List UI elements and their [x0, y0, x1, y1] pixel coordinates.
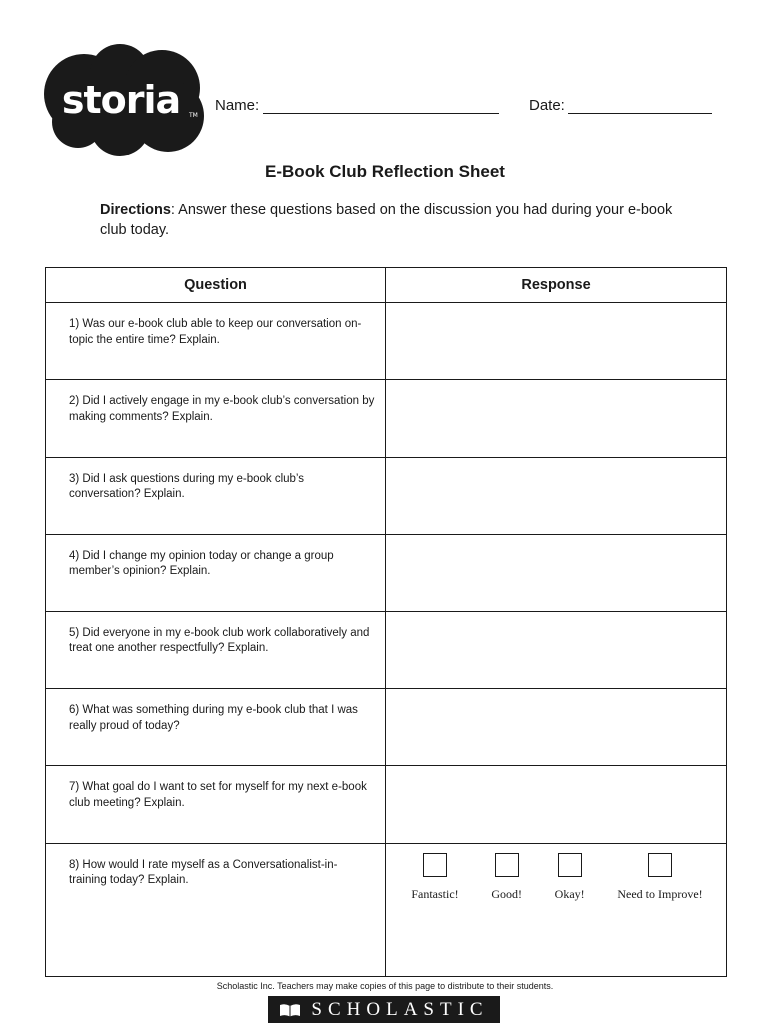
response-cell[interactable]	[386, 534, 727, 611]
good-checkbox[interactable]	[495, 853, 519, 877]
response-cell[interactable]	[386, 766, 727, 843]
table-row	[46, 457, 727, 534]
reflection-table	[45, 267, 727, 977]
response-cell[interactable]	[386, 380, 727, 457]
table-row	[46, 843, 727, 976]
question-cell: 5) Did everyone in my e-book club work collaboratively and treat one another respectfully? Explain.	[46, 611, 386, 688]
rating-label: Fantastic!	[411, 886, 459, 901]
logo-wordmark: storia	[61, 78, 181, 122]
rating-cell	[386, 843, 727, 976]
table-row	[46, 380, 727, 457]
question-cell: 3) Did I ask questions during my e-book club’s conversation? Explain.	[46, 457, 386, 534]
page-title: E-Book Club Reflection Sheet	[265, 162, 505, 181]
copyright-note: Scholastic Inc. Teachers may make copies of this page to distribute to their students.	[216, 981, 554, 991]
question-cell: 7) What goal do I want to set for myself for my next e-book club meeting? Explain.	[46, 766, 386, 843]
question-cell: 1) Was our e-book club able to keep our conversation on-topic the entire time? Explain.	[46, 303, 386, 380]
question-cell: 4) Did I change my opinion today or change a group member’s opinion? Explain.	[46, 534, 386, 611]
rating-label: Need to Improve!	[617, 886, 703, 901]
rating-okay	[555, 853, 585, 902]
directions-label: Directions	[100, 202, 171, 218]
question-cell: 2) Did I actively engage in my e-book club’s conversation by making comments? Explain.	[46, 380, 386, 457]
response-cell[interactable]	[386, 457, 727, 534]
directions-text: : Answer these questions based on the discussion you had during your e-book club today.	[100, 202, 673, 238]
table-row	[46, 766, 727, 843]
response-cell[interactable]	[386, 689, 727, 766]
rating-label: Okay!	[554, 886, 585, 901]
date-line[interactable]	[568, 113, 712, 114]
rating-fantastic	[411, 853, 458, 902]
logo-trademark: TM	[189, 112, 198, 119]
name-line[interactable]	[263, 113, 499, 114]
table-row	[46, 689, 727, 766]
rating-label: Good!	[491, 886, 522, 901]
scholastic-wordmark: SCHOLASTIC	[311, 998, 489, 1020]
okay-checkbox[interactable]	[558, 853, 582, 877]
name-label: Name:	[215, 97, 260, 114]
date-label: Date:	[529, 97, 565, 114]
question-cell: 6) What was something during my e-book club that I was really proud of today?	[46, 689, 386, 766]
rating-good	[491, 853, 522, 902]
rating-need-to-improve	[617, 853, 702, 902]
directions	[100, 200, 690, 240]
open-book-icon	[279, 1003, 301, 1017]
table-row	[46, 303, 727, 380]
scholastic-logo	[268, 996, 500, 1023]
question-column-header: Question	[46, 268, 386, 303]
table-header-row	[46, 268, 727, 303]
question-cell: 8) How would I rate myself as a Conversationalist-in-training today? Explain.	[46, 843, 386, 976]
fantastic-checkbox[interactable]	[423, 853, 447, 877]
storia-logo	[42, 44, 207, 156]
rating-options	[387, 845, 725, 902]
response-cell[interactable]	[386, 611, 727, 688]
response-cell[interactable]	[386, 303, 727, 380]
need-to-improve-checkbox[interactable]	[648, 853, 672, 877]
response-column-header: Response	[386, 268, 727, 303]
table-row	[46, 534, 727, 611]
table-row	[46, 611, 727, 688]
